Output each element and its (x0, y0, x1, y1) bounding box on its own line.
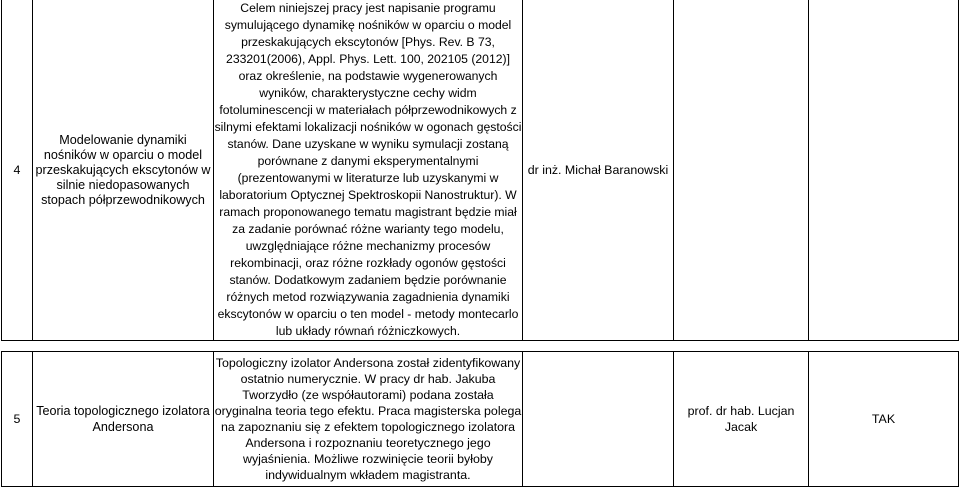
row-separator (2, 341, 959, 352)
supervisor-name: prof. dr hab. Lucjan Jacak (674, 352, 809, 487)
row-number: 4 (2, 0, 33, 341)
table-row (2, 0, 959, 341)
extra-cell (674, 0, 809, 341)
row-number: 5 (2, 352, 33, 487)
topic-description: Celem niniejszej pracy jest napisanie programu symulującego dynamikę nośników w oparciu o model przeskakujących ekscytonów [Phys. Rev. B 73, 233201(2006), Appl. Phys. Lett. 100, 202105 (2012)] oraz określenie, na podstawie wygenerowanych wyników, charakterystyczne cechy widm fotoluminescencji w materiałach półprzewodnikowych z silnymi efektami lokalizacji nośników w ogonach gęstości stanów. Dane uzyskane w wyniku symulacji zostaną porównane z danymi eksperymentalnymi (prezentowanymi w literaturze lub uzyskanymi w laboratorium Optycznej Spektroskopii Nanostruktur). W ramach proponowanego tematu magistrant będzie miał za zadanie porównać różne warianty tego modelu, uwzględniające różne mechanizmy procesów rekombinacji, oraz różne rozkłady ogonów gęstości stanów. Dodatkowym zadaniem będzie porównanie różnych metod rozwiązywania zagadnienia dynamiki ekscytonów w oparciu o ten model - metody montecarlo lub układy równań różniczkowych. (214, 0, 523, 341)
topic-description: Topologiczny izolator Andersona został zidentyfikowany ostatnio numerycznie. W pracy dr hab. Jakuba Tworzydło (ze współautorami) podana została oryginalna teoria tego efektu. Praca magisterska polega na zapoznaniu się z efektem topologicznego izolatora Andersona i rozpoznaniu teoretycznego jego wyjaśnienia. Możliwe rozwinięcie teorii byłoby indywidualnym wkładem magistranta. (214, 352, 523, 487)
topic-title: Modelowanie dynamiki nośników w oparciu o model przeskakujących ekscytonów w silnie niedopasowanych stopach półprzewodnikowych (33, 0, 214, 341)
table-row (2, 352, 959, 487)
extra-cell: TAK (809, 352, 959, 487)
topic-title: Teoria topologicznego izolatora Andersona (33, 352, 214, 487)
empty-cell (523, 352, 674, 487)
supervisor-name: dr inż. Michał Baranowski (523, 0, 674, 341)
empty-cell (809, 0, 959, 341)
row-gap (2, 341, 959, 352)
thesis-topics-table (1, 0, 959, 487)
